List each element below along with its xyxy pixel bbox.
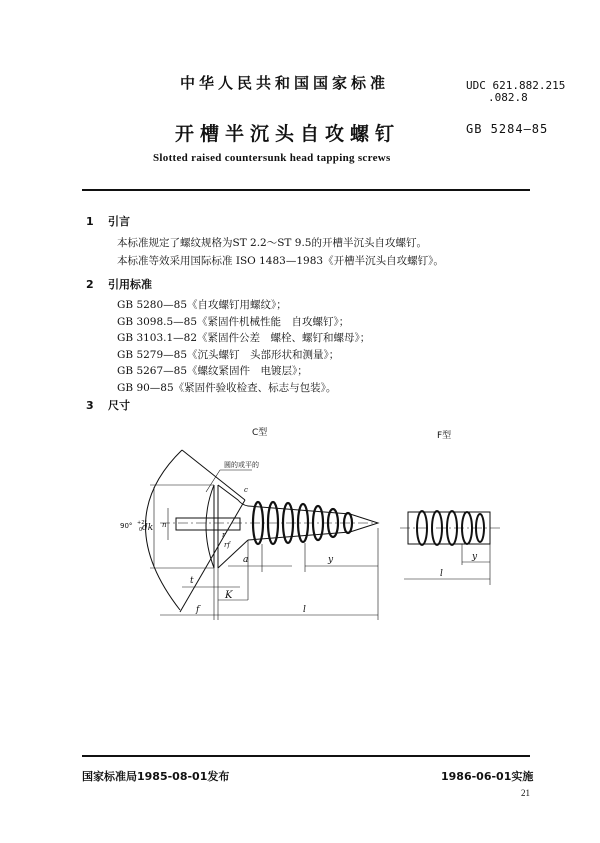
dim-r-label: r xyxy=(222,531,226,539)
reference-item: GB 5279—85《沉头螺钉 头部形状和测量》； xyxy=(117,348,340,361)
issue-date: 国家标准局1985-08-01发布 xyxy=(82,770,230,783)
reference-item: GB 5267—85《螺纹紧固件 电镀层》； xyxy=(117,365,308,377)
dim-f-l-label: l xyxy=(440,569,443,579)
reference-item: GB 3103.1—82《紧固件公差 螺栓、螺钉和螺母》； xyxy=(117,332,371,344)
reference-list xyxy=(117,297,370,396)
section-1-paragraph-1: 本标准规定了螺纹规格为ST 2.2～ST 9.5的开槽半沉头自攻螺钉。 xyxy=(117,237,427,249)
angle-tol-upper: +2° xyxy=(137,520,147,526)
dim-t-label: t xyxy=(190,576,194,586)
standard-number: GB 5284—85 xyxy=(466,122,549,136)
header-rule xyxy=(82,189,530,191)
type-c-screw-drawing xyxy=(120,440,380,630)
dim-l-label: l xyxy=(303,605,306,615)
dim-n-label: n xyxy=(162,521,167,529)
dim-y-label: y xyxy=(328,555,334,565)
effective-date: 1986-06-01实施 xyxy=(441,770,534,783)
type-f-label: F型 xyxy=(437,431,452,441)
dim-f-label: f xyxy=(196,605,200,615)
issuing-body-title: 中华人民共和国国家标准 xyxy=(180,74,390,92)
section-number: 1 xyxy=(86,215,94,228)
document-title: 开槽半沉头自攻螺钉 xyxy=(175,123,401,145)
section-3-heading xyxy=(86,397,130,413)
dim-dk-label: dk xyxy=(142,523,154,533)
section-2-heading xyxy=(86,276,152,292)
section-1-heading xyxy=(86,213,130,229)
footer-rule xyxy=(82,755,530,757)
udc-line-2: .082.8 xyxy=(488,91,528,104)
section-number: 3 xyxy=(86,399,94,412)
page-number: 21 xyxy=(521,788,530,798)
dim-f-y-label: y xyxy=(472,552,478,562)
angle-tol-lower: 0 xyxy=(139,527,143,533)
english-title: Slotted raised countersunk head tapping screws xyxy=(153,152,391,164)
head-note-label: 圆的或平的 xyxy=(224,461,259,469)
reference-item: GB 90—85《紧固件验收检查、标志与包装》。 xyxy=(117,381,337,394)
udc-line-1: UDC 621.882.215 xyxy=(466,79,566,92)
dim-c-label: c xyxy=(244,486,248,494)
reference-item: GB 5280—85《自攻螺钉用螺纹》； xyxy=(117,299,287,311)
section-number: 2 xyxy=(86,278,94,291)
dim-rf-label: rf xyxy=(224,541,230,549)
section-title: 引言 xyxy=(108,215,130,228)
section-title: 尺寸 xyxy=(108,399,130,412)
section-title: 引用标准 xyxy=(108,278,152,291)
type-f-screw-drawing xyxy=(400,500,510,590)
udc-code xyxy=(466,80,565,104)
type-c-label: C型 xyxy=(252,428,268,438)
angle-label: 90° xyxy=(120,522,133,530)
dim-a-label: a xyxy=(243,555,249,565)
section-1-paragraph-2: 本标准等效采用国际标准 ISO 1483—1983《开槽半沉头自攻螺钉》。 xyxy=(117,255,444,267)
dim-k-label: K xyxy=(225,590,233,601)
reference-item: GB 3098.5—85《紧固件机械性能 自攻螺钉》； xyxy=(117,315,350,328)
